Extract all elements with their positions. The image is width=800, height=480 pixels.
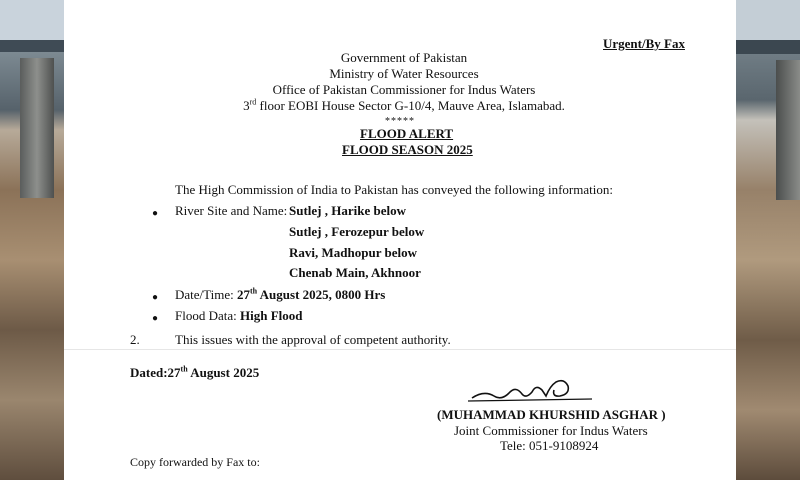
divider-line: [64, 349, 736, 350]
letterhead-line-3: Office of Pakistan Commissioner for Indus Waters: [272, 82, 536, 97]
letterhead-address: 3rd floor EOBI House Sector G-10/4, Mauve Area, Islamabad.: [243, 97, 565, 113]
background-photo-right: [736, 0, 800, 480]
bullet-icon: ●: [152, 292, 159, 303]
dated-line: Dated:27th August 2025: [130, 364, 260, 380]
flood-season-title: FLOOD SEASON 2025: [342, 142, 473, 157]
flood-data-value: High Flood: [240, 308, 303, 323]
dam-pillar: [776, 60, 800, 200]
datetime-label: Date/Time:: [175, 287, 234, 302]
letterhead-line-1: Government of Pakistan: [340, 50, 468, 65]
flood-data-label: Flood Data:: [175, 308, 237, 323]
river-site-3: Ravi, Madhopur below: [289, 245, 417, 260]
paragraph-2: [130, 332, 451, 348]
river-site-2: Sutlej , Ferozepur below: [289, 224, 425, 239]
river-site-label: River Site and Name:: [175, 203, 288, 218]
paragraph-text: This issues with the approval of competent authority.: [175, 332, 451, 347]
river-site-1: Sutlej , Harike below: [289, 203, 406, 218]
flood-alert-title: FLOOD ALERT: [360, 126, 454, 141]
paragraph-number: 2.: [130, 332, 140, 347]
stars-divider: *****: [385, 116, 415, 127]
background-photo-left: [0, 0, 64, 480]
copy-forwarded-text: Copy forwarded by Fax to:: [130, 455, 260, 469]
datetime-value: 27th August 2025, 0800 Hrs: [237, 286, 386, 302]
signatory-phone: Tele: 051-9108924: [500, 438, 599, 453]
datetime-row: [175, 287, 385, 303]
signatory-name: (MUHAMMAD KHURSHID ASGHAR ): [437, 407, 666, 422]
signature-image: [464, 372, 594, 406]
flood-alert-document: [64, 0, 736, 480]
flood-data-row: [175, 308, 303, 324]
dam-pillar: [20, 58, 54, 198]
river-site-4: Chenab Main, Akhnoor: [289, 265, 421, 280]
letterhead-line-2: Ministry of Water Resources: [329, 66, 479, 81]
letterhead: [224, 50, 584, 114]
signatory-title: Joint Commissioner for Indus Waters: [454, 423, 648, 438]
urgent-by-fax-label: Urgent/By Fax: [603, 36, 685, 51]
intro-text: The High Commission of India to Pakistan has conveyed the following information:: [175, 182, 613, 197]
bullet-icon: ●: [152, 208, 159, 219]
bullet-icon: ●: [152, 313, 159, 324]
river-site-row: [175, 203, 287, 219]
